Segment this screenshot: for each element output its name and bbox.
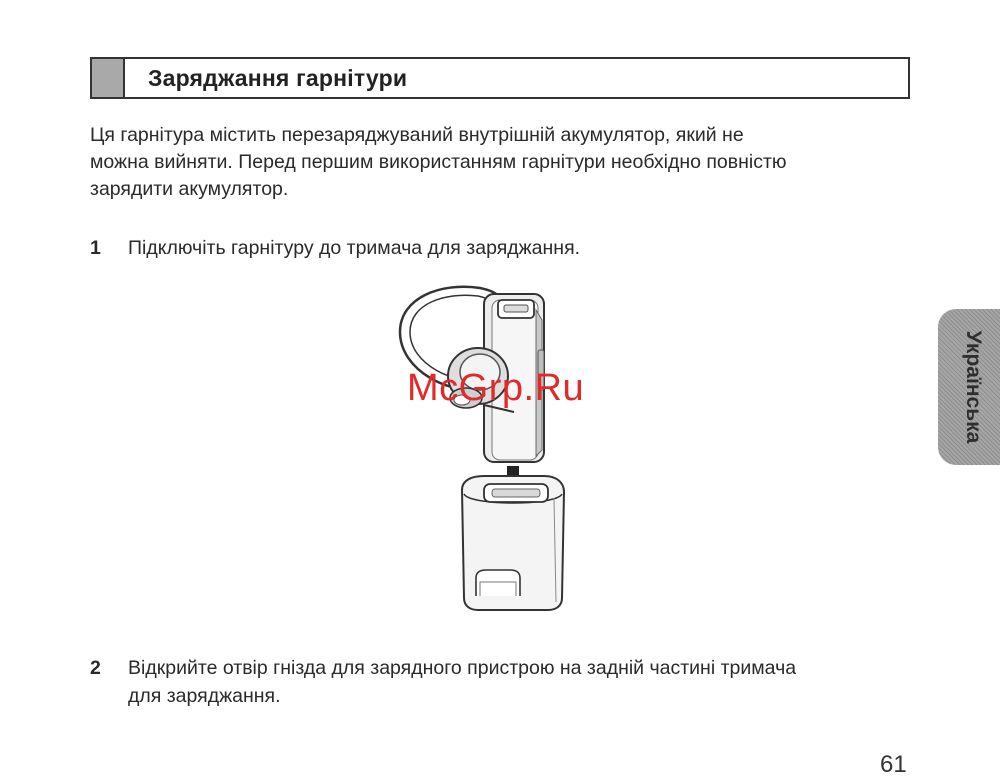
intro-line: Ця гарнітура містить перезаряджуваний внутрішній акумулятор, який не bbox=[90, 124, 744, 146]
intro-line: зарядити акумулятор. bbox=[90, 178, 289, 200]
heading-marker bbox=[92, 59, 125, 97]
step-number: 1 bbox=[90, 237, 101, 259]
step-number: 2 bbox=[90, 657, 101, 679]
watermark: McGrp.Ru bbox=[407, 367, 585, 409]
cradle-jack-cover bbox=[476, 570, 520, 596]
page-number: 61 bbox=[880, 751, 907, 778]
section-heading bbox=[90, 57, 910, 99]
step-text bbox=[128, 654, 918, 710]
step-line: Відкрийте отвір гнізда для зарядного пристрою на задній частині тримача bbox=[128, 657, 797, 679]
step-line: для заряджання. bbox=[128, 685, 281, 707]
language-tab-label: Українська bbox=[962, 330, 985, 444]
intro-paragraph bbox=[90, 122, 910, 203]
section-title: Заряджання гарнітури bbox=[148, 65, 408, 91]
headset-charging-illustration bbox=[380, 280, 620, 620]
intro-line: можна вийняти. Перед першим використанням гарнітури необхідно повністю bbox=[90, 151, 787, 173]
language-tab bbox=[938, 309, 1000, 465]
step-text bbox=[128, 234, 918, 262]
step-line: Підключіть гарнітуру до тримача для заряджання. bbox=[128, 237, 581, 259]
